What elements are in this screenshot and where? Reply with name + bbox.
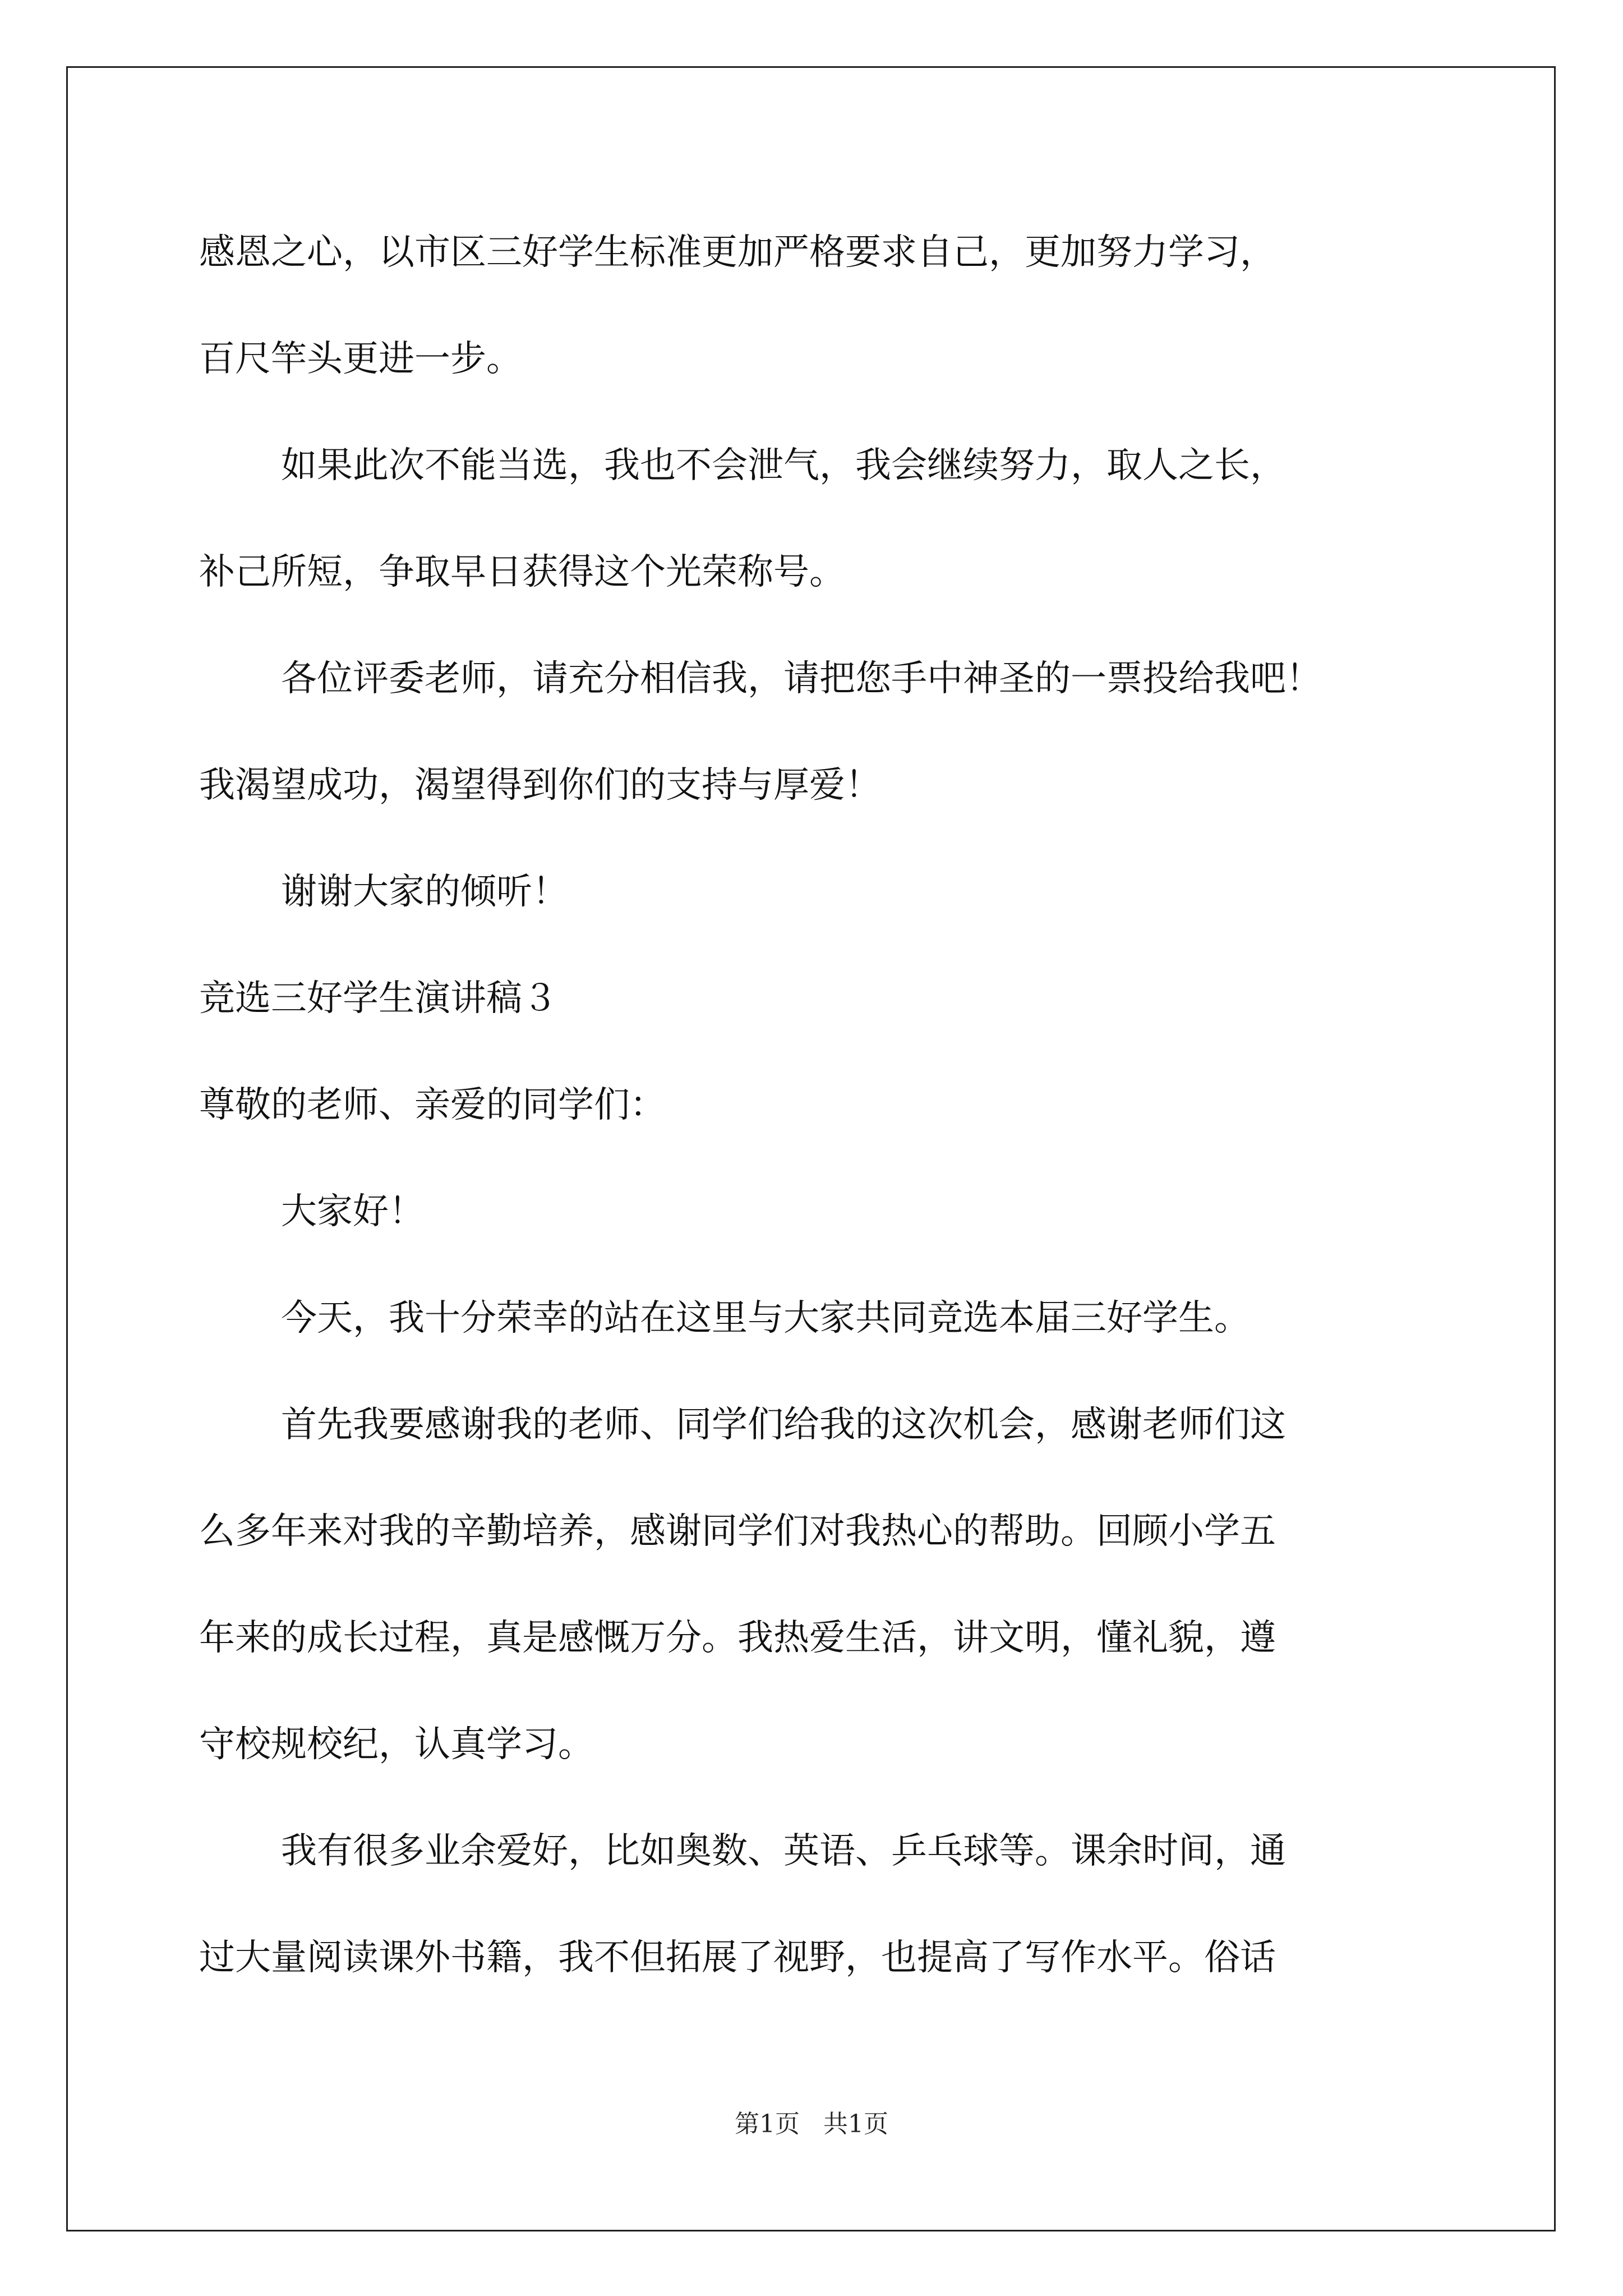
text-line: 感恩之心，以市区三好学生标准更加严格要求自己，更加努力学习， bbox=[199, 232, 1276, 273]
text-line: 我渴望成功，渴望得到你们的支持与厚爱！ bbox=[199, 765, 881, 806]
text-line: 百尺竿头更进一步。 bbox=[199, 338, 522, 380]
section-heading: 竞选三好学生演讲稿３ bbox=[199, 978, 558, 1019]
page-number-current: 第1页 bbox=[735, 2110, 800, 2138]
text-line: 大家好！ bbox=[281, 1191, 425, 1232]
text-line: 么多年来对我的辛勤培养，感谢同学们对我热心的帮助。回顾小学五 bbox=[199, 1511, 1276, 1552]
text-line: 守校规校纪，认真学习。 bbox=[199, 1724, 594, 1765]
salutation: 尊敬的老师、亲爱的同学们： bbox=[199, 1084, 666, 1126]
text-line: 如果此次不能当选，我也不会泄气，我会继续努力，取人之长， bbox=[281, 445, 1286, 486]
text-line: 各位评委老师，请充分相信我，请把您手中神圣的一票投给我吧！ bbox=[281, 658, 1322, 700]
text-line: 首先我要感谢我的老师、同学们给我的这次机会，感谢老师们这 bbox=[281, 1404, 1286, 1446]
text-line: 过大量阅读课外书籍，我不但拓展了视野，也提高了写作水平。俗话 bbox=[199, 1937, 1276, 1978]
text-line: 年来的成长过程，真是感慨万分。我热爱生活，讲文明，懂礼貌，遵 bbox=[199, 1617, 1276, 1659]
text-line: 补己所短，争取早日获得这个光荣称号。 bbox=[199, 551, 845, 593]
document-body bbox=[199, 199, 1433, 2011]
text-line: 谢谢大家的倾听！ bbox=[281, 871, 568, 913]
page-number-total: 共1页 bbox=[823, 2110, 888, 2138]
text-line: 今天，我十分荣幸的站在这里与大家共同竞选本届三好学生。 bbox=[281, 1297, 1250, 1339]
text-line: 我有很多业余爱好，比如奥数、英语、乒乓球等。课余时间，通 bbox=[281, 1830, 1286, 1872]
page-footer bbox=[0, 2104, 1623, 2139]
